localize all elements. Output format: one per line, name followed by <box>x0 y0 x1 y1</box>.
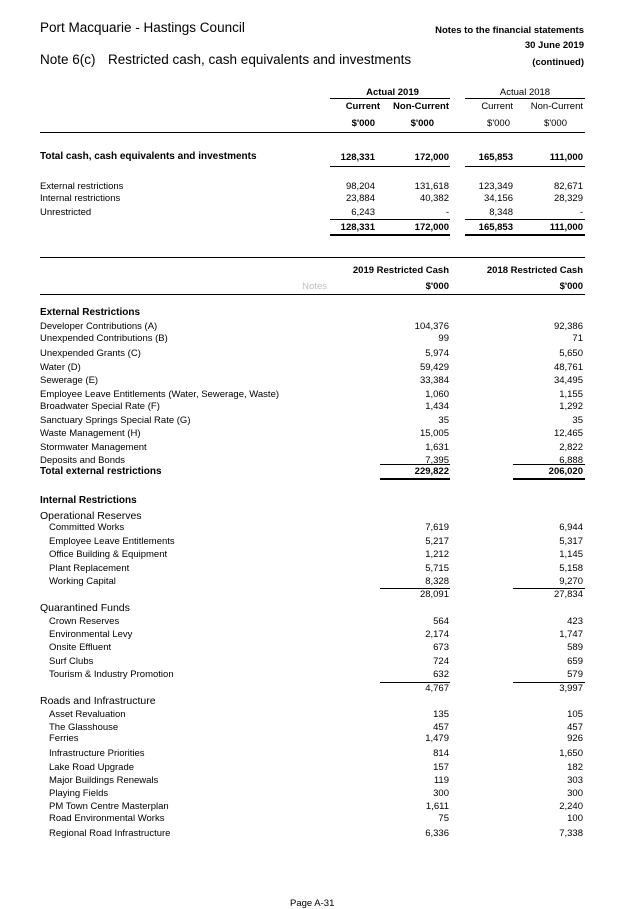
table-row-label: Unrestricted <box>40 207 92 218</box>
sum-value: 165,853 <box>478 222 513 233</box>
table-row-label: Regional Road Infrastructure <box>49 828 171 839</box>
unit-noncurrent-2019: $'000 <box>410 118 434 129</box>
unit-2018: $'000 <box>559 281 583 292</box>
note-number: Note 6(c) <box>40 52 96 67</box>
table-row-label: Sanctuary Springs Special Rate (G) <box>40 415 191 426</box>
table-cell: 8,348 <box>489 207 513 218</box>
table-row-label: Employee Leave Entitlements (Water, Sewerage, Waste) <box>40 389 280 400</box>
col-2018-restricted: 2018 Restricted Cash <box>486 265 583 276</box>
table-cell-2019: 632 <box>433 669 449 680</box>
table-row-label: Sewerage (E) <box>40 375 99 386</box>
table-cell-2018: 1,292 <box>559 401 583 412</box>
table-row-label: Onsite Effluent <box>49 642 112 653</box>
table-cell-2018: 423 <box>567 616 583 627</box>
table-cell: 82,671 <box>553 181 583 192</box>
table-cell-2019: 33,384 <box>419 375 449 386</box>
note-title: Restricted cash, cash equivalents and investments <box>108 52 412 67</box>
table-cell-2019: 119 <box>433 775 449 786</box>
table-row-label: Road Environmental Works <box>49 813 165 824</box>
total-cash-value: 165,853 <box>478 152 513 163</box>
table-cell-2018: 34,495 <box>553 375 583 386</box>
table-cell: 131,618 <box>414 181 449 192</box>
unit-noncurrent-2018: $'000 <box>544 118 567 129</box>
table-cell-2019: 5,217 <box>425 536 449 547</box>
total-cash-label: Total cash, cash equivalents and investments <box>40 151 257 162</box>
table-row-label: Environmental Levy <box>49 629 133 640</box>
table-row-label: Developer Contributions (A) <box>40 321 158 332</box>
table-cell-2019: 135 <box>433 709 449 720</box>
col-group-2019: Actual 2019 <box>366 87 419 98</box>
col-current-2019: Current <box>345 101 380 112</box>
table-cell-2018: 579 <box>567 669 583 680</box>
table-cell-2018: 589 <box>567 642 583 653</box>
table-cell-2018: 182 <box>567 762 583 773</box>
subtotal-2019: 28,091 <box>419 589 449 600</box>
table-cell-2019: 7,395 <box>425 455 449 466</box>
table-row-label: Surf Clubs <box>49 656 94 667</box>
table-cell: 40,382 <box>419 193 449 204</box>
unit-2019: $'000 <box>425 281 449 292</box>
table-cell-2019: 99 <box>438 333 449 344</box>
table-cell-2019: 75 <box>438 813 449 824</box>
table-row-label: Stormwater Management <box>40 442 147 453</box>
table-row-label: Major Buildings Renewals <box>49 775 159 786</box>
table-row-label: Waste Management (H) <box>40 428 141 439</box>
table-cell-2018: 2,240 <box>559 801 583 812</box>
col-current-2018: Current <box>481 101 513 112</box>
table-row-label: Plant Replacement <box>49 563 130 574</box>
table-row-label: PM Town Centre Masterplan <box>49 801 169 812</box>
statement-title: Notes to the financial statements <box>435 25 584 36</box>
table-row-label: Playing Fields <box>49 788 109 799</box>
table-cell-2018: 71 <box>572 333 583 344</box>
council-name: Port Macquarie - Hastings Council <box>40 20 245 35</box>
continued-label: (continued) <box>532 57 584 68</box>
table-cell-2019: 7,619 <box>425 522 449 533</box>
table-cell-2018: 659 <box>567 656 583 667</box>
col-noncurrent-2019: Non-Current <box>393 101 449 112</box>
table-row-label: The Glasshouse <box>49 722 119 733</box>
table-cell-2019: 814 <box>433 748 449 759</box>
table-row-label: Infrastructure Priorities <box>49 748 145 759</box>
table-cell-2018: 303 <box>567 775 583 786</box>
table-row-label: Asset Revaluation <box>49 709 126 720</box>
table-cell-2019: 1,611 <box>425 801 449 812</box>
unit-current-2018: $'000 <box>487 118 510 129</box>
group-title: Quarantined Funds <box>40 602 130 614</box>
table-row-label: Ferries <box>49 733 79 744</box>
table-cell-2018: 457 <box>567 722 583 733</box>
total-cash-value: 128,331 <box>340 152 375 163</box>
table-cell-2019: 2,174 <box>425 629 449 640</box>
table-cell-2019: 673 <box>433 642 449 653</box>
table-cell-2018: 5,317 <box>559 536 583 547</box>
col-2019-restricted: 2019 Restricted Cash <box>352 265 449 276</box>
group-title: Operational Reserves <box>40 510 142 522</box>
table-cell-2018: 92,386 <box>553 321 583 332</box>
statement-date: 30 June 2019 <box>524 40 584 51</box>
unit-current-2019: $'000 <box>351 118 375 129</box>
sum-value: 128,331 <box>340 222 375 233</box>
page-number: Page A-31 <box>290 898 335 909</box>
section-title: Internal Restrictions <box>40 495 137 506</box>
table-row-label: Committed Works <box>49 522 125 533</box>
table-cell-2018: 1,145 <box>559 549 583 560</box>
table-cell-2019: 457 <box>433 722 449 733</box>
table-row-label: Tourism & Industry Promotion <box>49 669 174 680</box>
total-external-label: Total external restrictions <box>40 466 162 477</box>
section-title: External Restrictions <box>40 307 141 318</box>
table-cell-2019: 59,429 <box>419 362 449 373</box>
table-cell: 98,204 <box>345 181 375 192</box>
col-group-2018: Actual 2018 <box>499 87 551 98</box>
table-cell-2019: 1,479 <box>425 733 449 744</box>
table-cell: 34,156 <box>483 193 513 204</box>
table-cell-2018: 1,650 <box>559 748 583 759</box>
table-cell-2018: 300 <box>567 788 583 799</box>
table-cell: 23,884 <box>345 193 375 204</box>
col-noncurrent-2018: Non-Current <box>530 101 583 112</box>
table-cell-2019: 1,434 <box>425 401 449 412</box>
table-cell-2018: 6,888 <box>559 455 583 466</box>
table-cell-2018: 100 <box>567 813 583 824</box>
table-cell-2018: 7,338 <box>559 828 583 839</box>
table-cell-2019: 5,715 <box>425 563 449 574</box>
table-cell-2019: 724 <box>433 656 449 667</box>
table-cell-2018: 9,270 <box>559 576 583 587</box>
table-cell-2019: 564 <box>433 616 449 627</box>
table-cell-2019: 300 <box>433 788 449 799</box>
table-row-label: Lake Road Upgrade <box>49 762 135 773</box>
table-row-label: Working Capital <box>49 576 116 587</box>
subtotal-2019: 4,767 <box>425 683 449 694</box>
subtotal-2018: 27,834 <box>553 589 583 600</box>
table-cell: - <box>445 207 449 218</box>
sum-value: 111,000 <box>549 222 583 233</box>
table-row-label: Employee Leave Entitlements <box>49 536 175 547</box>
table-cell-2019: 6,336 <box>425 828 449 839</box>
sum-value: 172,000 <box>414 222 449 233</box>
group-title: Roads and Infrastructure <box>40 695 156 707</box>
table-cell-2018: 105 <box>567 709 583 720</box>
table-cell-2018: 12,465 <box>553 428 583 439</box>
table-cell-2018: 35 <box>572 415 583 426</box>
table-cell-2018: 1,747 <box>559 629 583 640</box>
table-row-label: Broadwater Special Rate (F) <box>40 401 160 412</box>
table-cell: 6,243 <box>351 207 375 218</box>
table-cell-2018: 926 <box>567 733 583 744</box>
table-cell-2019: 1,631 <box>425 442 449 453</box>
table-cell-2018: 1,155 <box>559 389 583 400</box>
table-cell-2019: 1,212 <box>425 549 449 560</box>
table-cell-2019: 8,328 <box>425 576 449 587</box>
total-external-2019: 229,822 <box>414 466 449 477</box>
table-cell-2019: 1,060 <box>425 389 449 400</box>
table-cell-2018: 5,650 <box>559 348 583 359</box>
table-row-label: Office Building & Equipment <box>49 549 168 560</box>
table-cell-2018: 6,944 <box>559 522 583 533</box>
table-cell-2018: 2,822 <box>559 442 583 453</box>
notes-column-label: Notes <box>302 281 327 292</box>
table-row-label: Deposits and Bonds <box>40 455 126 466</box>
table-row-label: Internal restrictions <box>40 193 121 204</box>
table-cell-2018: 48,761 <box>553 362 583 373</box>
table-cell: 28,329 <box>553 193 583 204</box>
table-row-label: Unexpended Contributions (B) <box>40 333 168 344</box>
total-external-2018: 206,020 <box>548 466 583 477</box>
table-cell-2019: 5,974 <box>425 348 449 359</box>
table-cell-2019: 157 <box>433 762 449 773</box>
table-cell: - <box>579 207 583 218</box>
table-row-label: Water (D) <box>40 362 81 373</box>
table-cell-2019: 35 <box>438 415 449 426</box>
table-cell-2018: 5,158 <box>559 563 583 574</box>
total-cash-value: 111,000 <box>549 152 583 163</box>
total-cash-value: 172,000 <box>414 152 449 163</box>
table-cell: 123,349 <box>478 181 513 192</box>
table-cell-2019: 104,376 <box>414 321 449 332</box>
table-cell-2019: 15,005 <box>419 428 449 439</box>
subtotal-2018: 3,997 <box>559 683 583 694</box>
table-row-label: Crown Reserves <box>49 616 120 627</box>
table-row-label: Unexpended Grants (C) <box>40 348 141 359</box>
table-row-label: External restrictions <box>40 181 124 192</box>
